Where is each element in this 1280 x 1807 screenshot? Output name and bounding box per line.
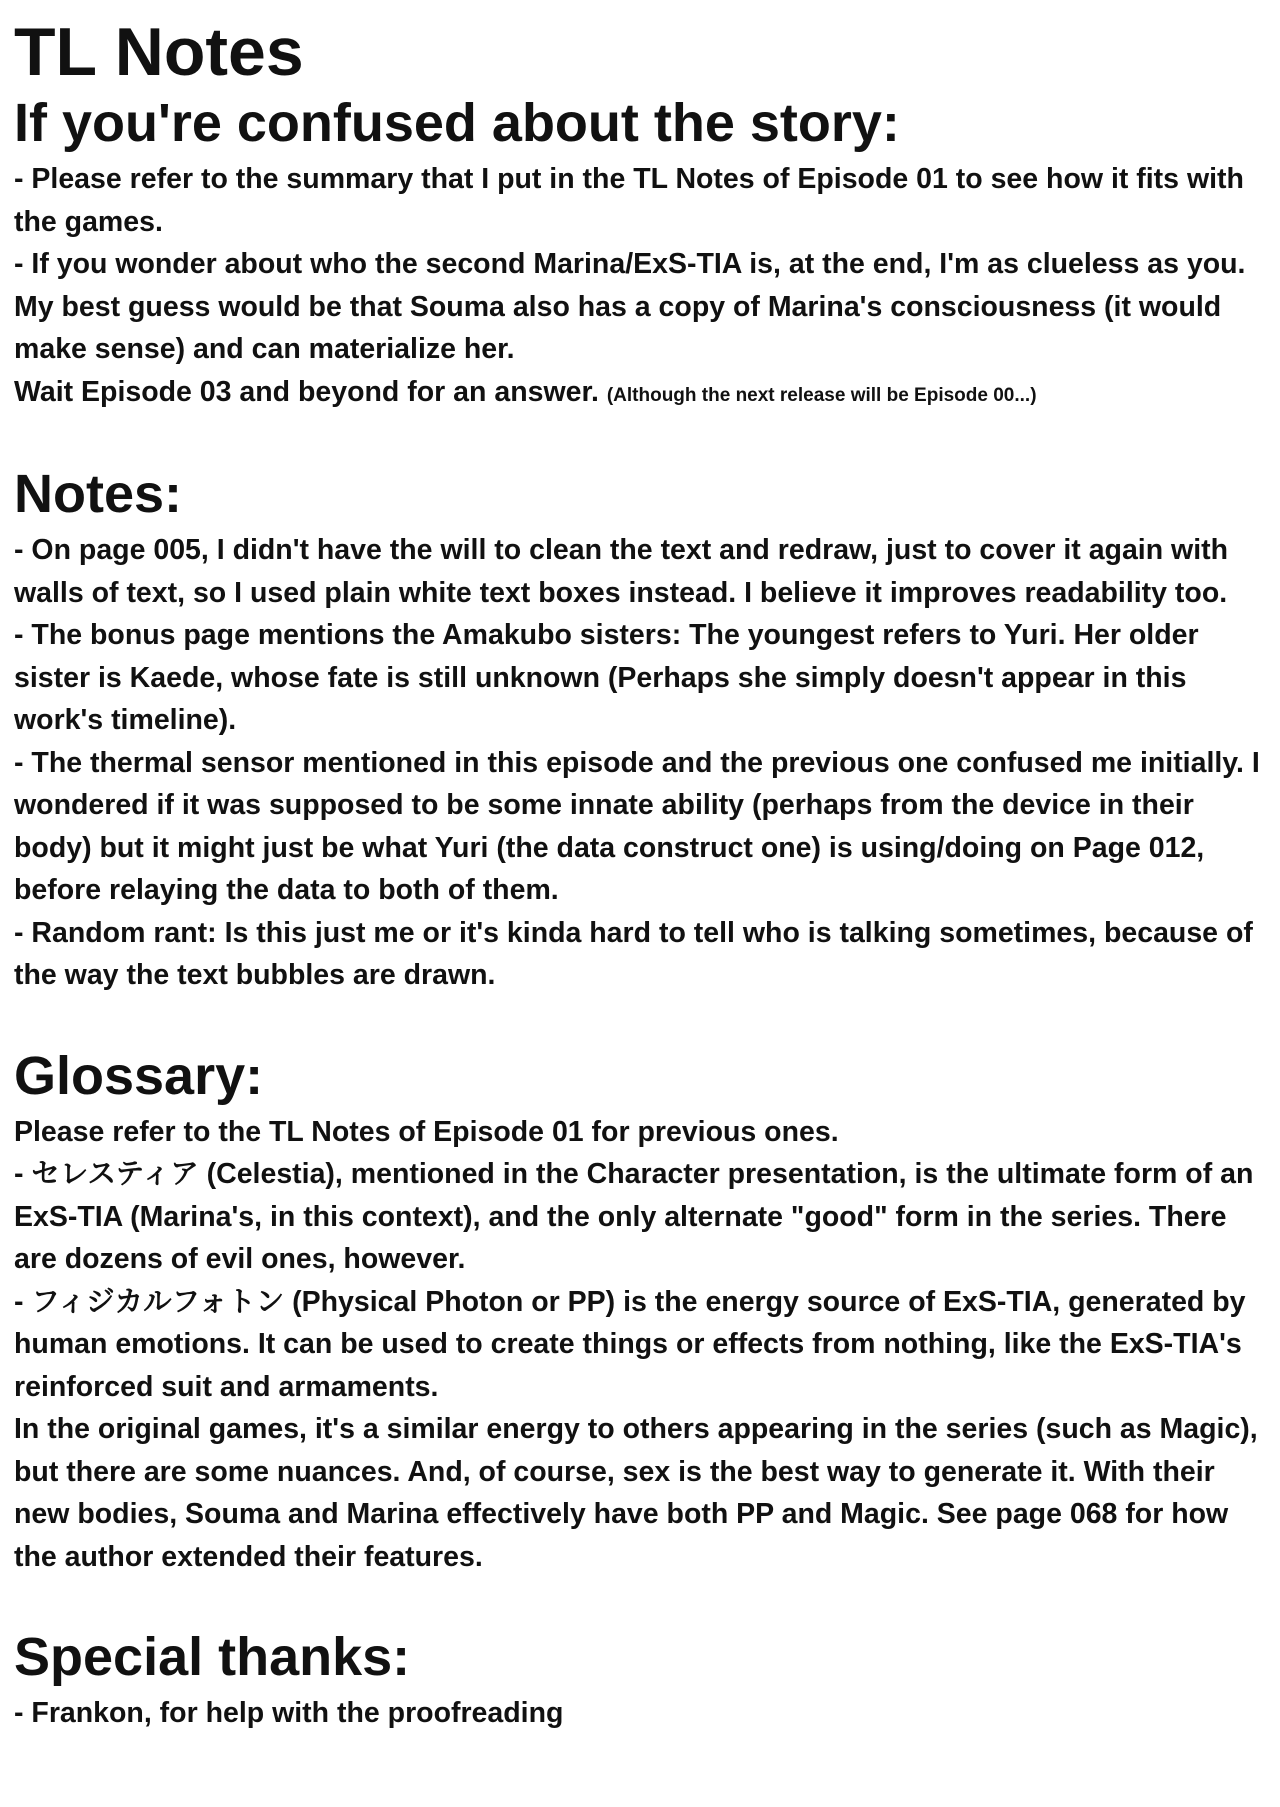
confused-paragraph-3: [14, 371, 1264, 418]
glossary-section: [14, 1045, 1264, 1579]
page-title: TL Notes: [14, 14, 304, 90]
wait-aside: (Although the next release will be Episode 00...): [606, 384, 1037, 406]
glossary-paragraph-2: - セレスティア (Celestia), mentioned in the Character presentation, is the ultimate form of an ExS-TIA (Marina's, in this context), and the only alternate "good" form in the series. There are dozens of evil ones, however.: [14, 1158, 1254, 1275]
confused-section: [14, 92, 1264, 417]
notes-paragraph-3: - The thermal sensor mentioned in this episode and the previous one confused me initially. I wondered if it was supposed to be some innate ability (perhaps from the device in their body) but it might just be what Yuri (the data construct one) is using/doing on Page 012, before relaying the data to both of them.: [14, 746, 1260, 906]
glossary-paragraph-4: In the original games, it's a similar energy to others appearing in the series (such as Magic), but there are some nuances. And, of course, sex is the best way to generate it. With their new bodies, Souma and Marina effectively have both PP and Magic. See page 068 for how the author extended their features.: [14, 1413, 1258, 1573]
confused-heading: If you're confused about the story:: [14, 93, 900, 153]
confused-paragraph-1: - Please refer to the summary that I put in the TL Notes of Episode 01 to see how it fits with the games.: [14, 163, 1244, 238]
notes-paragraph-2: - The bonus page mentions the Amakubo sisters: The youngest refers to Yuri. Her older sister is Kaede, whose fate is still unknown (Perhaps she simply doesn't appear in this work's timeline).: [14, 619, 1199, 736]
glossary-paragraph-3: - フィジカルフォトン (Physical Photon or PP) is the energy source of ExS-TIA, generated by human emotions. It can be used to create things or effects from nothing, like the ExS-TIA's reinforced suit and armaments.: [14, 1285, 1246, 1403]
wait-text: Wait Episode 03 and beyond for an answer.: [14, 375, 599, 408]
tl-notes-page: [14, 14, 1264, 1735]
notes-section: [14, 463, 1264, 997]
notes-paragraph-1: - On page 005, I didn't have the will to clean the text and redraw, just to cover it again with walls of text, so I used plain white text boxes instead. I believe it improves readability too.: [14, 534, 1229, 609]
glossary-paragraph-1: Please refer to the TL Notes of Episode 01 for previous ones.: [14, 1115, 839, 1148]
thanks-heading: Special thanks:: [14, 1627, 411, 1687]
thanks-paragraph-1: - Frankon, for help with the proofreading: [14, 1697, 564, 1729]
notes-paragraph-4: - Random rant: Is this just me or it's kinda hard to tell who is talking sometimes, because of the way the text bubbles are drawn.: [14, 916, 1253, 991]
notes-heading: Notes:: [14, 464, 183, 524]
thanks-section: [14, 1626, 1264, 1735]
confused-paragraph-2: - If you wonder about who the second Marina/ExS-TIA is, at the end, I'm as clueless as you. My best guess would be that Souma also has a copy of Marina's consciousness (it would make sense) and can materialize her.: [14, 248, 1246, 365]
glossary-heading: Glossary:: [14, 1045, 264, 1106]
